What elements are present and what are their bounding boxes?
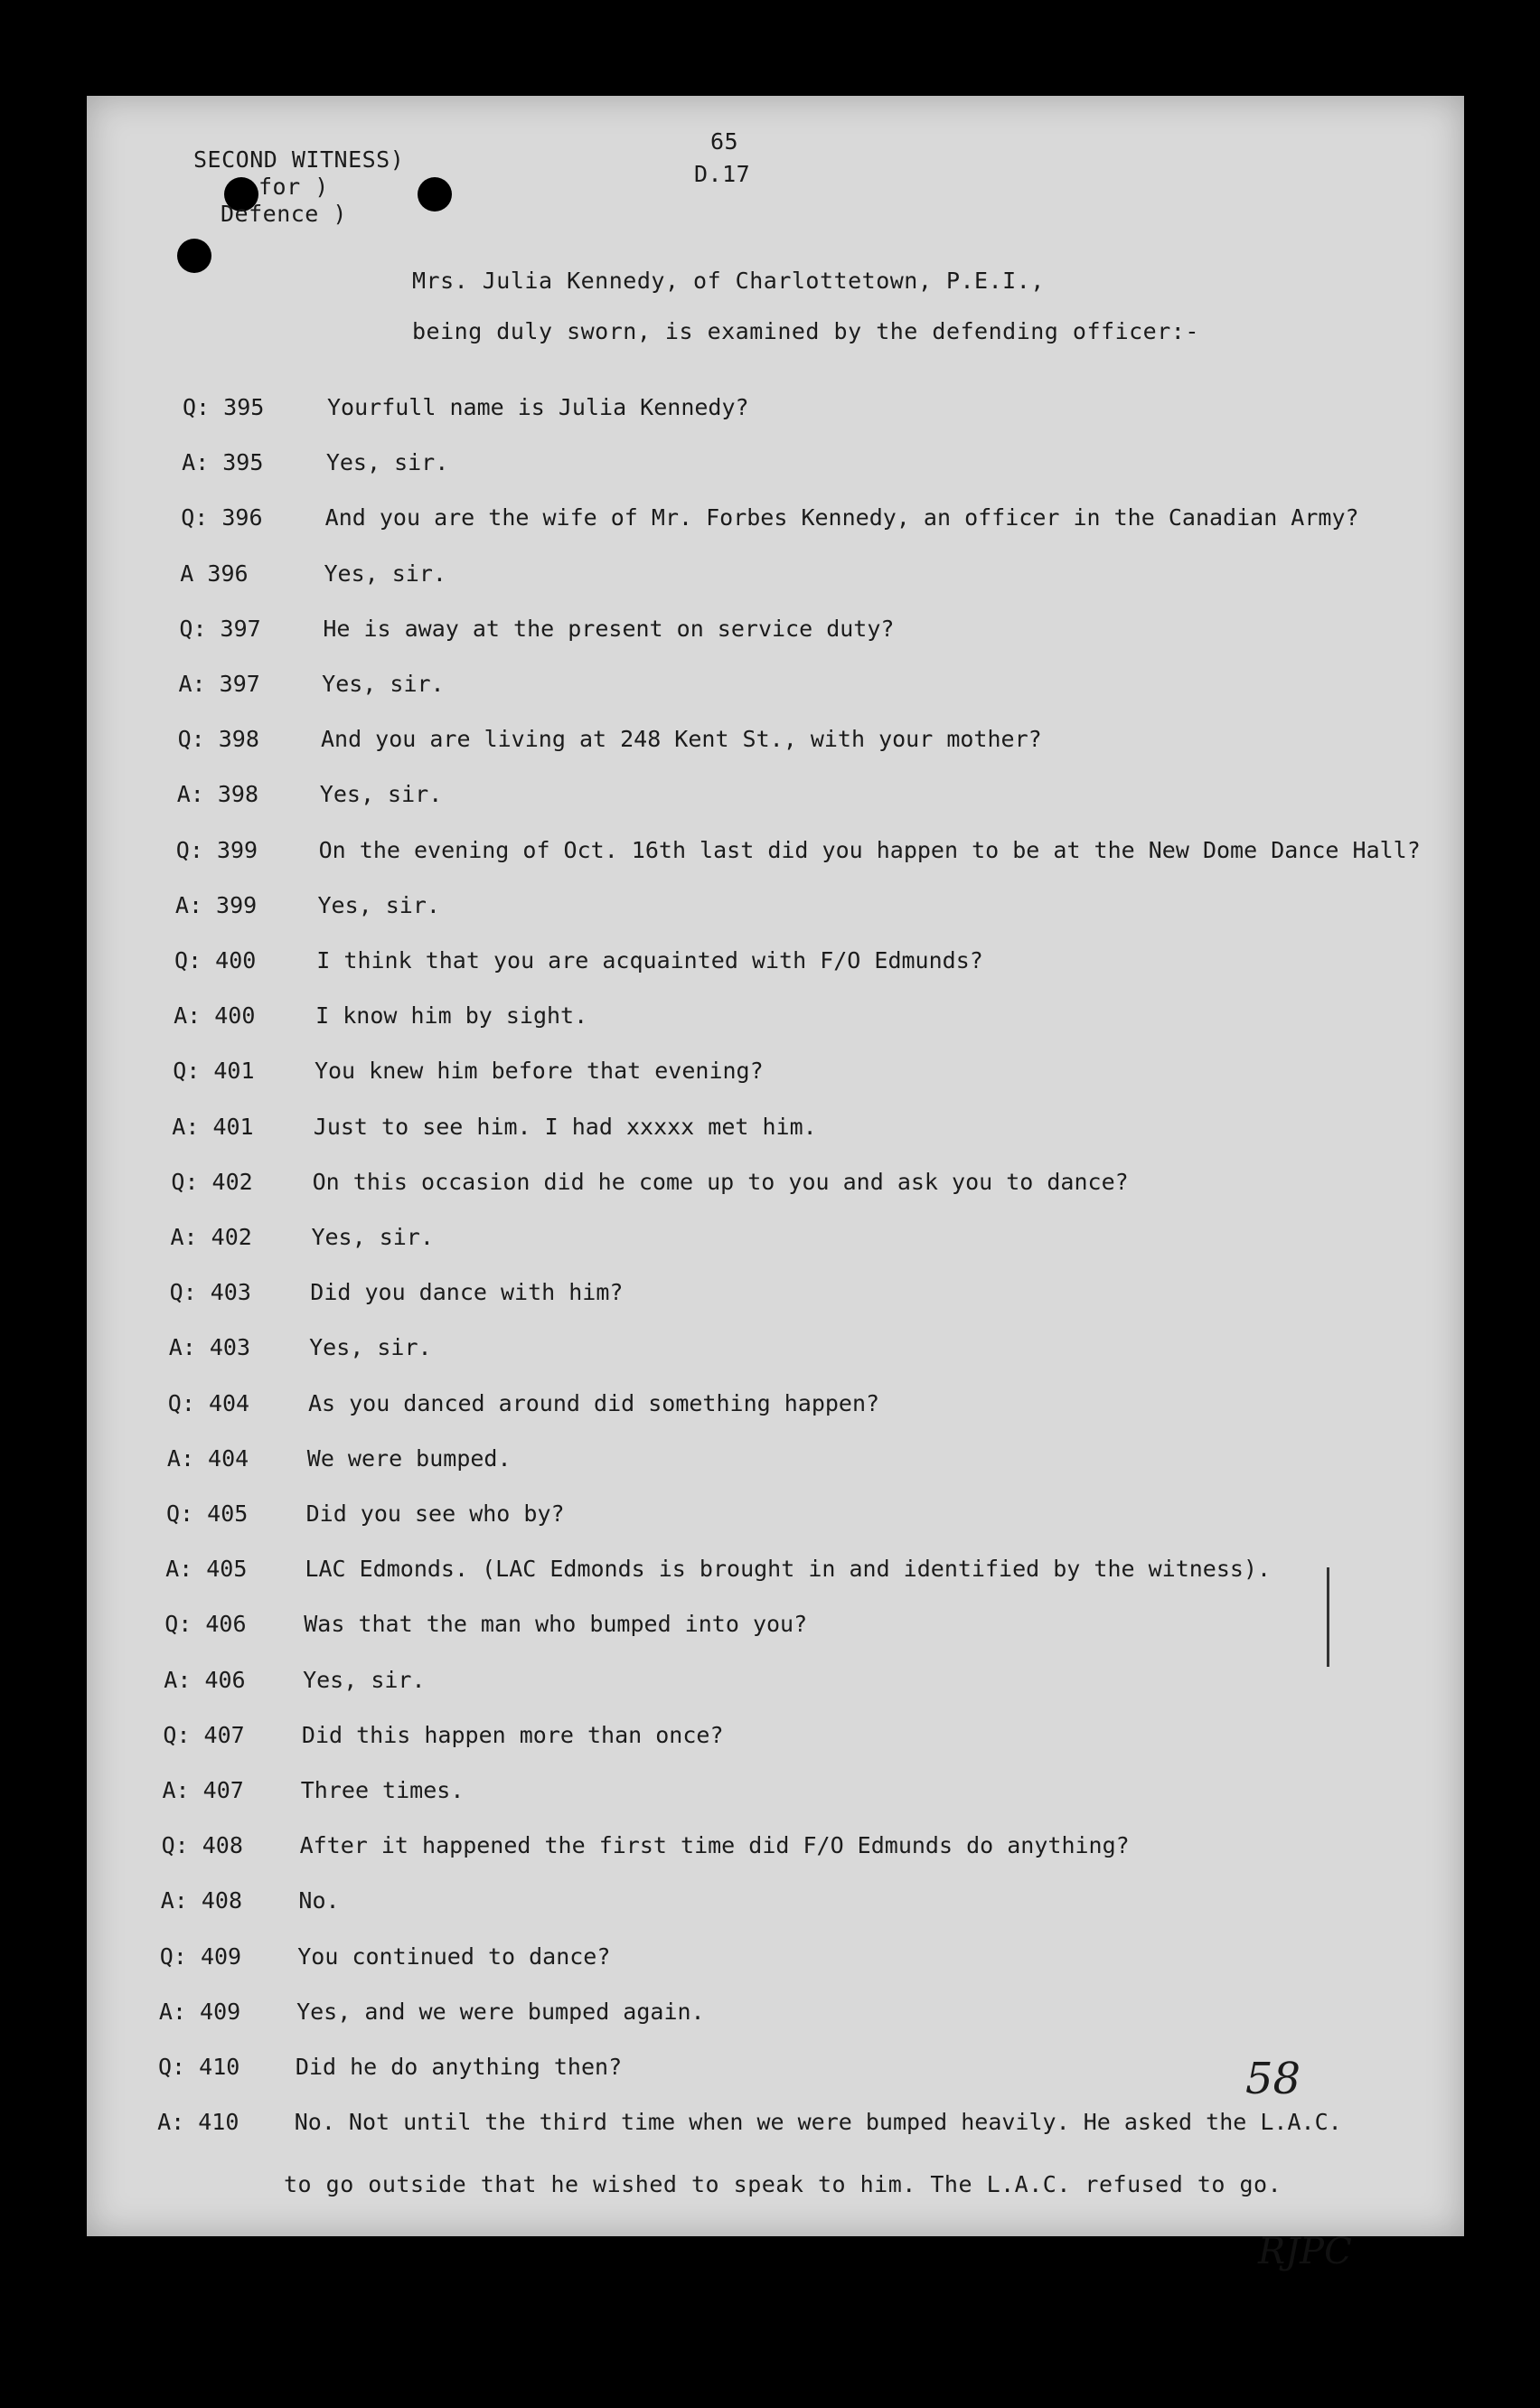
row-label: A: 397: [178, 671, 260, 697]
row-label: Q: 410: [158, 2054, 240, 2080]
row-label: Q: 407: [163, 1721, 245, 1748]
row-label: A: 406: [164, 1666, 246, 1693]
row-label: A: 403: [168, 1334, 250, 1361]
row-label: A: 401: [172, 1113, 254, 1140]
row-text: Yes, sir.: [324, 560, 446, 587]
row-label: A: 409: [158, 1998, 241, 2025]
row-text: Yes, sir.: [317, 891, 440, 918]
document-page: [87, 96, 1464, 2272]
row-text: Yourfull name is Julia Kennedy?: [327, 394, 749, 420]
row-label: Q: 400: [174, 947, 257, 974]
row-label: A: 404: [166, 1444, 249, 1472]
row-label: Q: 408: [161, 1832, 243, 1859]
row-text: On this occasion did he come up to you and ask you to dance?: [312, 1168, 1129, 1195]
row-label: Q: 409: [159, 1942, 242, 1970]
margin-line-mark: [1327, 1567, 1329, 1667]
row-label: Q: 401: [173, 1058, 255, 1085]
row-text: Three times.: [300, 1777, 465, 1803]
row-text: No. Not until the third time when we were bumped heavily. He asked the L.A.C.: [294, 2109, 1342, 2136]
intro-line1: Mrs. Julia Kennedy, of Charlottetown, P.E.I.,: [412, 268, 1045, 294]
continuation-line: to go outside that he wished to speak to him. The L.A.C. refused to go.: [284, 2171, 1282, 2197]
row-text: I know him by sight.: [315, 1002, 588, 1030]
row-label: A: 407: [162, 1777, 244, 1803]
row-text: Yes, sir.: [303, 1666, 426, 1693]
row-text: Just to see him. I had xxxxx met him.: [313, 1113, 817, 1140]
row-label: A: 398: [176, 781, 258, 808]
row-text: Did you see who by?: [305, 1500, 565, 1527]
row-text: Did you dance with him?: [310, 1279, 624, 1306]
row-text: Did this happen more than once?: [301, 1721, 724, 1748]
row-text: And you are living at 248 Kent St., with your mother?: [320, 726, 1042, 753]
row-label: A 396: [180, 560, 249, 587]
row-text: You knew him before that evening?: [314, 1058, 764, 1085]
punch-hole: [418, 177, 452, 212]
row-label: Q: 404: [167, 1389, 250, 1416]
row-text: Yes, sir.: [311, 1224, 434, 1250]
row-label: Q: 396: [181, 504, 263, 531]
row-label: A: 400: [174, 1002, 256, 1030]
witness-label-line2: for ): [258, 174, 329, 200]
row-text: And you are the wife of Mr. Forbes Kennedy, an officer in the Canadian Army?: [324, 504, 1359, 531]
row-text: I think that you are acquainted with F/O Edmunds?: [316, 947, 983, 974]
row-text: Yes, sir.: [322, 671, 445, 697]
row-text: Yes, sir.: [319, 781, 443, 808]
row-text: You continued to dance?: [297, 1942, 611, 1970]
row-label: Q: 405: [166, 1500, 249, 1527]
row-text: As you danced around did something happen?: [307, 1389, 880, 1416]
witness-label-line3: Defence ): [221, 201, 347, 227]
row-label: Q: 395: [183, 394, 265, 420]
row-text: LAC Edmonds. (LAC Edmonds is brought in and identified by the witness).: [305, 1556, 1272, 1583]
row-text: Was that the man who bumped into you?: [304, 1611, 808, 1638]
row-text: After it happened the first time did F/O Edmunds do anything?: [299, 1832, 1130, 1859]
row-text: Did he do anything then?: [295, 2054, 623, 2080]
intro-line2: being duly sworn, is examined by the defending officer:-: [412, 318, 1199, 344]
row-label: A: 399: [174, 891, 258, 918]
row-text: Yes, sir.: [325, 449, 449, 476]
row-label: Q: 399: [175, 836, 258, 863]
row-text: On the evening of Oct. 16th last did you happen to be at the New Dome Dance Hall?: [318, 836, 1421, 863]
row-label: A: 408: [160, 1887, 242, 1914]
row-label: Q: 403: [169, 1279, 251, 1306]
handwritten-initials: RJPC: [1258, 2231, 1352, 2272]
row-label: Q: 398: [177, 726, 259, 753]
row-text: We were bumped.: [306, 1444, 512, 1472]
doc-code: D.17: [694, 161, 751, 187]
row-label: A: 410: [157, 2109, 239, 2136]
row-text: Yes, and we were bumped again.: [296, 1998, 705, 2025]
row-label: Q: 406: [164, 1611, 247, 1638]
witness-label-line1: SECOND WITNESS): [193, 146, 405, 173]
row-label: A: 402: [170, 1224, 252, 1250]
row-text: No.: [298, 1887, 340, 1914]
row-label: Q: 402: [171, 1168, 253, 1195]
row-label: A: 405: [165, 1556, 248, 1583]
row-label: Q: 397: [179, 615, 261, 642]
punch-hole: [177, 239, 211, 273]
row-text: He is away at the present on service duty?: [323, 615, 895, 642]
row-label: A: 395: [182, 449, 264, 476]
page-number: 65: [710, 128, 739, 155]
row-text: Yes, sir.: [309, 1334, 432, 1361]
handwritten-page-mark: 58: [1245, 2054, 1301, 2104]
